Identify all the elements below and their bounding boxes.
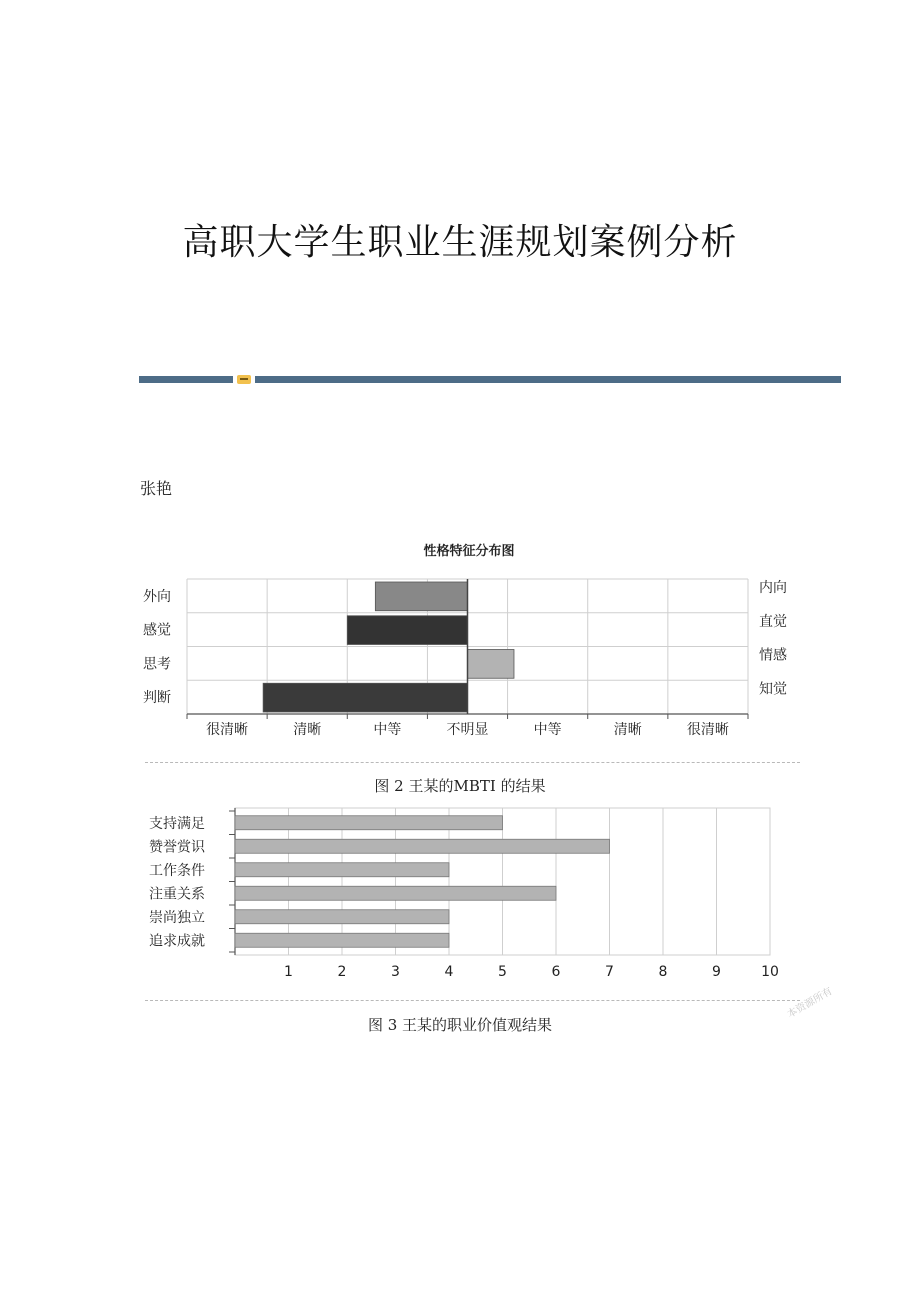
category-label: 崇尚独立 [149,909,205,926]
value-bar [235,839,610,853]
value-bar [235,910,449,924]
trait-bar [468,650,514,679]
document-title: 高职大学生职业生涯规划案例分析 [182,222,738,263]
value-bar [235,816,503,830]
scale-label: 很清晰 [686,722,729,738]
x-tick-label: 7 [605,964,614,980]
scale-label: 不明显 [446,722,489,738]
scale-label: 中等 [373,722,402,738]
category-label: 追求成就 [149,933,205,950]
figure-3-caption: 图 3 王某的职业价值观结果 [367,1016,553,1034]
x-tick-label: 1 [284,964,293,980]
left-trait-label: 判断 [143,690,171,707]
right-trait-label: 情感 [759,647,787,664]
figure-2-caption: 图 2 王某的MBTI 的结果 [374,777,546,795]
scale-label: 清晰 [293,722,322,738]
x-tick-label: 3 [391,964,400,980]
right-trait-label: 直觉 [759,613,787,630]
category-label: 支持满足 [149,815,205,832]
right-trait-label: 内向 [759,580,787,596]
section-divider [139,375,841,384]
left-trait-label: 外向 [143,588,171,605]
trait-bar [263,683,467,712]
category-label: 工作条件 [149,862,205,879]
watermark: 本资源所有 [785,985,835,1021]
x-tick-label: 10 [761,964,779,980]
values-chart [139,800,799,990]
personality-chart [139,535,799,745]
author-name: 张艳 [140,479,173,498]
divider-badge-icon [237,375,251,384]
trait-bar [375,582,467,611]
trait-bar [347,616,467,645]
chart-title: 性格特征分布图 [423,544,515,559]
left-trait-label: 思考 [143,656,171,673]
x-tick-label: 6 [551,964,561,980]
x-tick-label: 4 [444,964,454,980]
category-label: 赞誉赏识 [149,839,205,856]
left-trait-label: 感觉 [143,622,171,639]
x-tick-label: 9 [712,964,721,980]
value-bar [235,863,449,877]
value-bar [235,886,556,900]
figure-divider [145,762,800,763]
category-label: 注重关系 [149,886,205,903]
scale-label: 很清晰 [206,722,249,738]
figure-divider [145,1000,800,1001]
scale-label: 中等 [533,722,562,738]
right-trait-label: 知觉 [759,681,787,698]
x-tick-label: 8 [658,964,668,980]
x-tick-label: 5 [498,964,507,980]
x-tick-label: 2 [337,964,347,980]
scale-label: 清晰 [613,722,642,738]
value-bar [235,933,449,947]
